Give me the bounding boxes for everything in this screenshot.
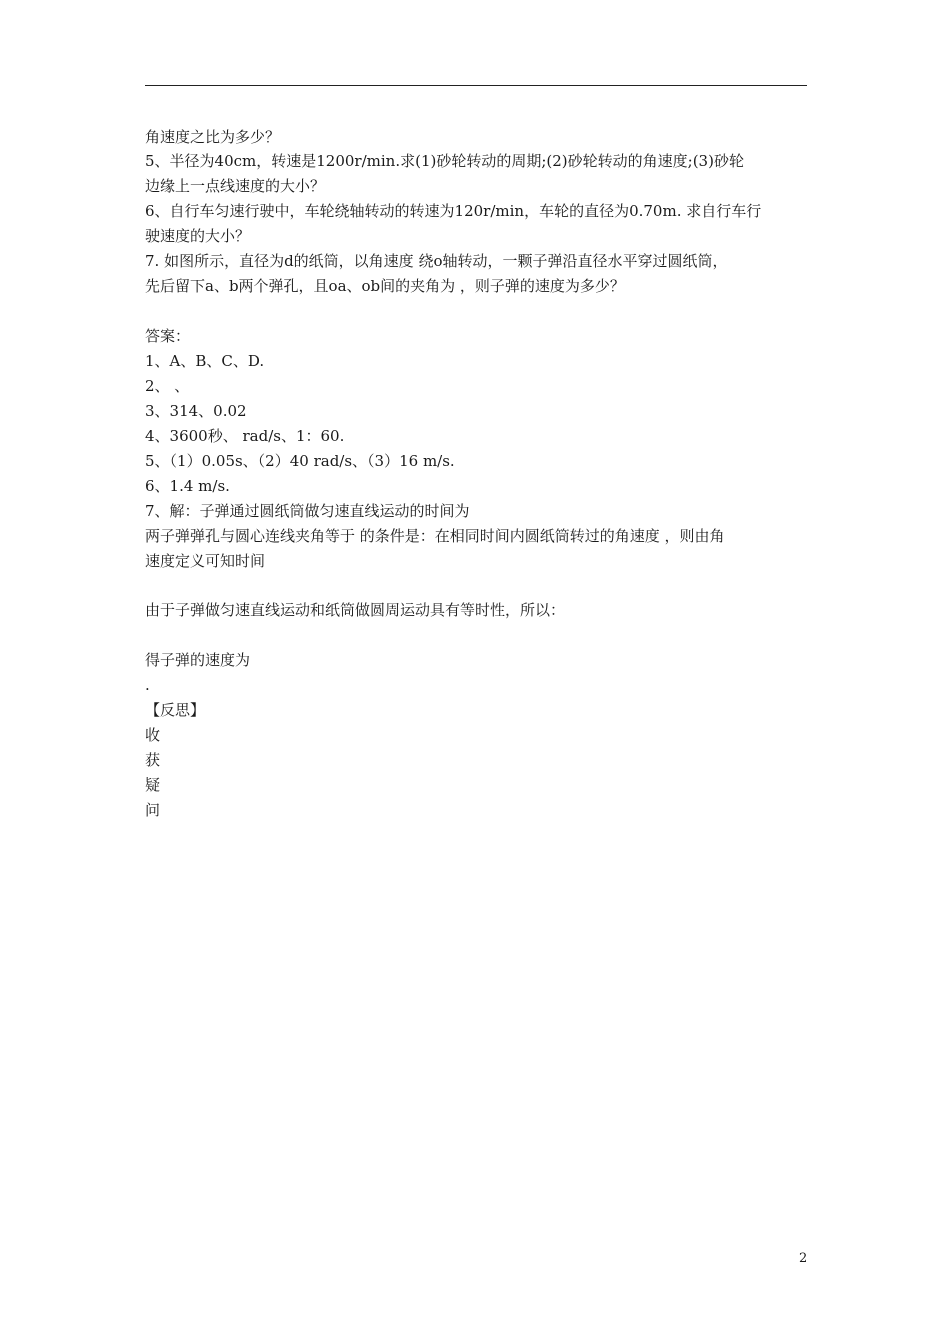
question-7-line-2: 先后留下a、b两个弹孔，且oa、ob间的夹角为 ，则子弹的速度为多少？ <box>145 277 625 295</box>
answer-1: 1、A、B、C、D. <box>145 352 265 370</box>
header-rule <box>145 85 807 86</box>
question-6-line-2: 驶速度的大小？ <box>145 227 251 245</box>
answer-7-line-5: 得子弹的速度为 <box>145 651 251 669</box>
answer-7-line-1: 7、解：子弹通过圆纸筒做匀速直线运动的时间为 <box>145 502 470 520</box>
reflection-heading: 【反思】 <box>145 701 206 719</box>
question-6-line-1: 6、自行车匀速行驶中，车轮绕轴转动的转速为120r/min，车轮的直径为0.70m. 求自行车行 <box>145 202 762 220</box>
answers-heading: 答案： <box>145 327 191 345</box>
answer-7-line-3: 速度定义可知时间 <box>145 552 266 570</box>
answer-7-line-2: 两子弹弹孔与圆心连线夹角等于 的条件是：在相同时间内圆纸筒转过的角速度 ，则由角 <box>145 527 725 545</box>
question-7-line-1: 7. 如图所示，直径为d的纸筒，以角速度 绕o轴转动，一颗子弹沿直径水平穿过圆纸筒， <box>145 252 728 270</box>
answer-2: 2、 、 <box>145 377 190 395</box>
page-number: 2 <box>799 1251 808 1266</box>
reflection-char-3: 疑 <box>145 776 161 794</box>
answer-3: 3、314、0.02 <box>145 402 247 420</box>
reflection-char-1: 收 <box>145 726 161 744</box>
reflection-char-2: 获 <box>145 751 161 769</box>
answer-7-line-4: 由于子弹做匀速直线运动和纸筒做圆周运动具有等时性，所以： <box>145 601 566 619</box>
reflection-char-4: 问 <box>145 801 161 819</box>
answer-5: 5、（1）0.05s、（2）40 rad/s、（3）16 m/s. <box>145 452 455 470</box>
question-4-continuation: 角速度之比为多少？ <box>145 128 281 146</box>
answer-4: 4、3600秒、 rad/s、1：60. <box>145 427 345 445</box>
answer-7-period: . <box>145 676 150 694</box>
answer-6: 6、1.4 m/s. <box>145 477 230 495</box>
question-5-line-2: 边缘上一点线速度的大小？ <box>145 177 326 195</box>
question-5-line-1: 5、半径为40cm，转速是1200r/min.求(1)砂轮转动的周期;(2)砂轮转动的角速度;(3)砂轮 <box>145 152 744 170</box>
